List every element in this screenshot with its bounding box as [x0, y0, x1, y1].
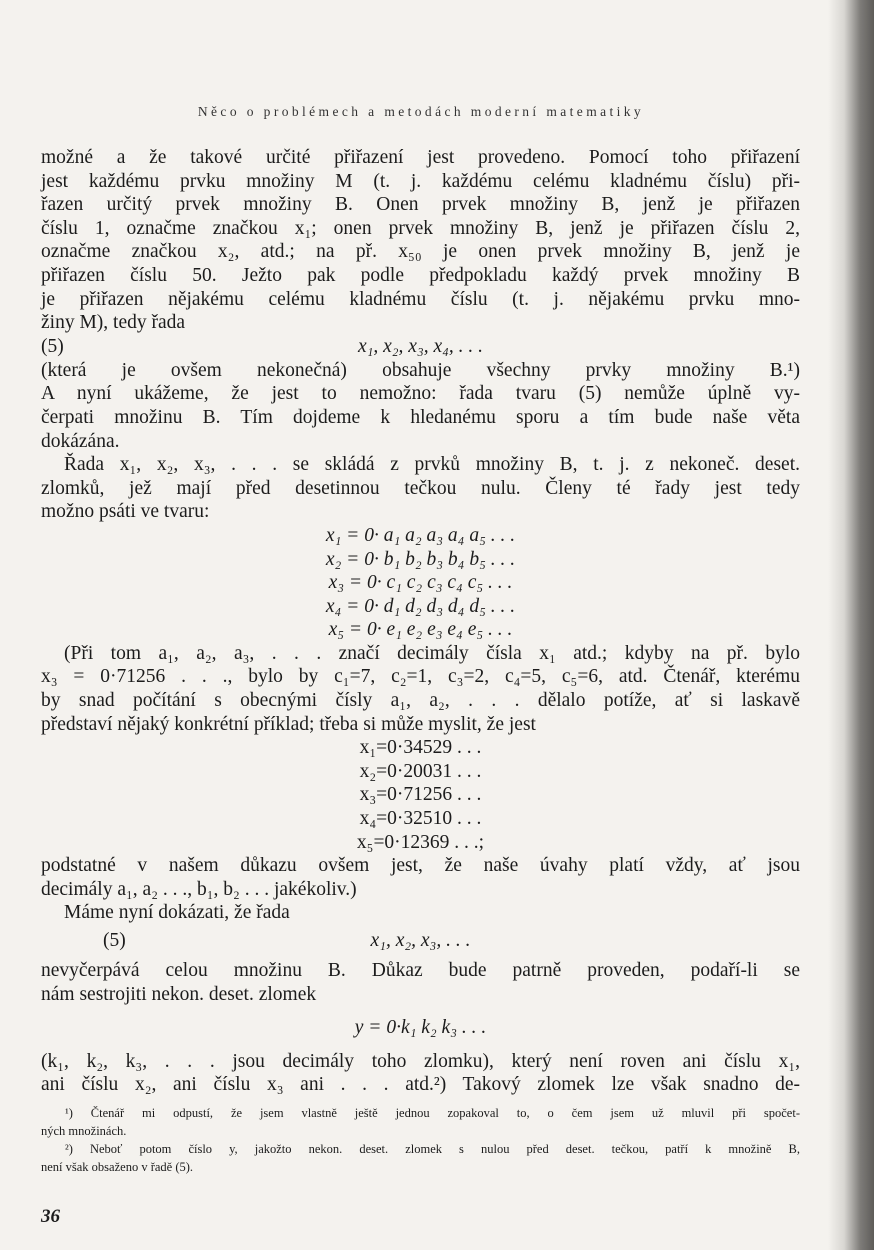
text-line: ani číslu x₂, ani číslu x₃ ani . . . atd.²) Takový zlomek lze však snadno de- — [41, 1074, 800, 1096]
equation-expression: x₁, x₂, x₃, x₄, . . . — [357, 335, 484, 357]
text-line: nám sestrojiti nekon. deset. zlomek — [41, 983, 317, 1005]
text-line: představí nějaký konkrétní příklad; třeba si může myslit, že jest — [41, 713, 536, 735]
example-row: x₂=0·20031 . . . — [359, 760, 482, 782]
paragraph-6 — [41, 959, 800, 1006]
example-row: x₃=0·71256 . . . — [359, 784, 482, 806]
text-line: zlomků, jež mají před desetinnou tečkou nulu. Členy té řady jest tedy — [41, 477, 800, 499]
matrix-row: x₃ = 0· c₁ c₂ c₃ c₄ c₅ . . . — [328, 572, 513, 594]
equation-y — [41, 1006, 800, 1050]
footnotes — [41, 1104, 800, 1176]
example-row: x₄=0·32510 . . . — [359, 808, 482, 830]
text-line: jest každému prvku množiny M (t. j. každému celému kladnému číslu) při- — [41, 170, 800, 192]
text-line: decimály a₁, a₂ . . ., b₁, b₂ . . . jakékoliv.) — [41, 878, 357, 900]
text-line: přiřazen číslu 50. Ježto pak podle předpokladu každý prvek množiny B — [41, 264, 800, 286]
text-line: žiny M), tedy řada — [41, 312, 186, 334]
footnote-line: není však obsaženo v řadě (5). — [41, 1160, 194, 1174]
equation-expression: x₁, x₂, x₃, . . . — [370, 930, 471, 951]
text-line: dokázána. — [41, 430, 120, 452]
paragraph-4 — [41, 642, 800, 736]
text-line: možno psáti ve tvaru: — [41, 501, 210, 523]
text-line: číslu 1, označme značkou x₁; onen prvek množiny B, jenž je přiřazen číslu 2, — [41, 217, 800, 239]
equation-5-second — [41, 925, 800, 959]
equation-number: (5) — [103, 930, 126, 951]
text-line: je přiřazen nějakému celému kladnému číslu (t. j. nějakému prvku mno- — [41, 288, 800, 310]
text-line: označme značkou x₂, atd.; na př. x₅₀ je onen prvek množiny B, jenž je — [41, 241, 800, 263]
example-row: x₅=0·12369 . . .; — [356, 831, 485, 853]
text-line: možné a že takové určité přiřazení jest provedeno. Pomocí toho přiřazení — [41, 147, 800, 168]
paragraph-1 — [41, 146, 800, 335]
text-line: x₃ = 0·71256 . . ., bylo by c₁=7, c₂=1, c₃=2, c₄=5, c₅=6, atd. Čtenář, kterému — [41, 666, 800, 688]
text-line: čerpati množinu B. Tím dojdeme k hledanému sporu a tím bude naše věta — [41, 406, 800, 428]
matrix-row: x₁ = 0· a₁ a₂ a₃ a₄ a₅ . . . — [325, 524, 516, 546]
example-row: x₁=0·34529 . . . — [359, 737, 482, 759]
decimal-matrix — [41, 524, 800, 642]
text-line: by snad počítání s obecnými čísly a₁, a₂, . . . dělalo potíže, ať si laskavě — [41, 690, 800, 712]
book-gutter-shadow — [828, 0, 874, 1250]
equation-5-first — [41, 335, 800, 359]
matrix-row: x₅ = 0· e₁ e₂ e₃ e₄ e₅ . . . — [328, 619, 513, 641]
paragraph-7 — [41, 1050, 800, 1097]
text-line: podstatné v našem důkazu ovšem jest, že naše úvahy platí vždy, ať jsou — [41, 855, 800, 877]
footnote-line: ných množinách. — [41, 1124, 127, 1138]
text-line: řazen určitý prvek množiny B. Onen prvek množiny B, jenž je přiřazen — [41, 194, 800, 216]
concrete-example — [41, 736, 800, 854]
text-line: Řada x₁, x₂, x₃, . . . se skládá z prvků množiny B, t. j. z nekoneč. deset. — [64, 454, 800, 476]
footnote-line: ²) Neboť potom číslo y, jakožto nekon. deset. zlomek s nulou před deset. tečkou, patří k množině B, — [65, 1142, 800, 1156]
paragraph-2 — [41, 359, 800, 453]
equation-expression: y = 0·k₁ k₂ k₃ . . . — [354, 1017, 487, 1039]
text-line: (která je ovšem nekonečná) obsahuje všechny prvky množiny B.¹) — [41, 359, 800, 381]
running-header: Něco o problémech a metodách moderní matematiky — [197, 104, 645, 119]
page-body — [41, 146, 800, 1097]
equation-number: (5) — [41, 335, 64, 357]
paragraph-3 — [41, 453, 800, 524]
text-line: A nyní ukážeme, že jest to nemožno: řada tvaru (5) nemůže úplně vy- — [41, 383, 800, 405]
text-line: (k₁, k₂, k₃, . . . jsou decimály toho zlomku), který není roven ani číslu x₁, — [41, 1050, 800, 1072]
matrix-row: x₂ = 0· b₁ b₂ b₃ b₄ b₅ . . . — [325, 548, 516, 570]
paragraph-5 — [41, 854, 800, 925]
text-line: Máme nyní dokázati, že řada — [64, 902, 290, 924]
matrix-row: x₄ = 0· d₁ d₂ d₃ d₄ d₅ . . . — [325, 595, 516, 617]
page-number: 36 — [41, 1206, 60, 1227]
footnote-line: ¹) Čtenář mi odpustí, že jsem vlastně ještě jednou zopakoval to, o čem jsem už mluvil při spočet- — [65, 1106, 800, 1120]
text-line: nevyčerpává celou množinu B. Důkaz bude patrně proveden, podaří-li se — [41, 960, 800, 981]
text-line: (Při tom a₁, a₂, a₃, . . . značí decimály čísla x₁ atd.; kdyby na př. bylo — [64, 642, 800, 664]
